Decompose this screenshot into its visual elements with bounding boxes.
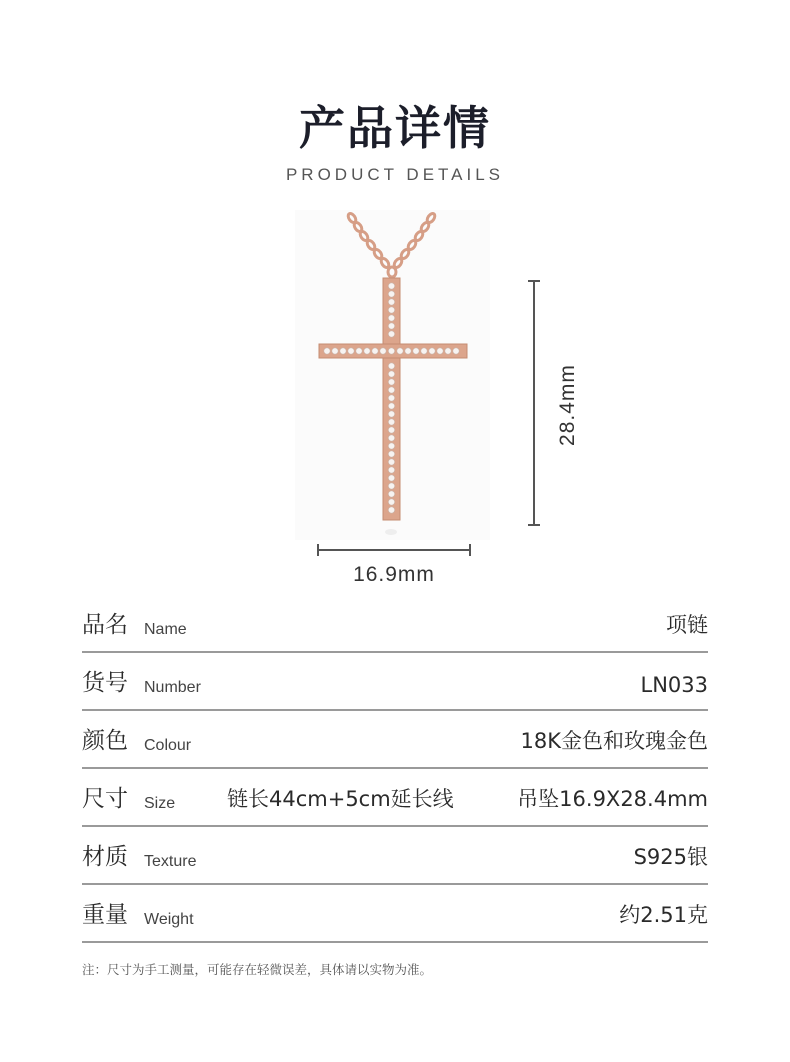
spec-row-name — [82, 593, 708, 653]
spec-label-zh: 品名 — [82, 612, 128, 638]
spec-value-chain-length: 链长44cm+5cm延长线 — [227, 787, 454, 811]
spec-row-colour — [82, 709, 708, 769]
spec-label-zh: 货号 — [82, 670, 128, 696]
height-dimension-label: 28.4mm — [556, 364, 579, 446]
height-dimension-line — [520, 280, 550, 526]
width-dimension-line — [316, 540, 472, 560]
page-subtitle: PRODUCT DETAILS — [285, 165, 505, 184]
width-dimension-label: 16.9mm — [353, 563, 435, 586]
spec-label-zh: 尺寸 — [82, 786, 128, 812]
spec-label-zh: 材质 — [82, 844, 128, 870]
measurement-note: 注：尺寸为手工测量，可能存在轻微误差，具体请以实物为准。 — [82, 962, 433, 977]
spec-label-en: Weight — [144, 911, 194, 928]
spec-row-weight — [82, 883, 708, 943]
spec-label-en: Name — [144, 621, 187, 638]
spec-value: 18K金色和玫瑰金色 — [520, 729, 708, 753]
spec-value: 吊坠16.9X28.4mm — [517, 787, 708, 811]
spec-row-number — [82, 651, 708, 711]
spec-label-en: Number — [144, 679, 201, 696]
spec-label-zh: 重量 — [82, 902, 128, 928]
spec-row-size — [82, 767, 708, 827]
spec-label-en: Size — [144, 795, 176, 812]
spec-value: LN033 — [640, 673, 708, 697]
cross-pendant-image — [295, 210, 490, 540]
spec-row-texture — [82, 825, 708, 885]
spec-label-en: Texture — [144, 853, 197, 870]
spec-value: 约2.51克 — [619, 903, 708, 927]
spec-label-zh: 颜色 — [82, 728, 128, 754]
spec-value: 项链 — [666, 613, 708, 637]
page-title: 产品详情 — [299, 101, 491, 155]
spec-value: S925银 — [633, 845, 708, 869]
spec-label-en: Colour — [144, 737, 192, 754]
